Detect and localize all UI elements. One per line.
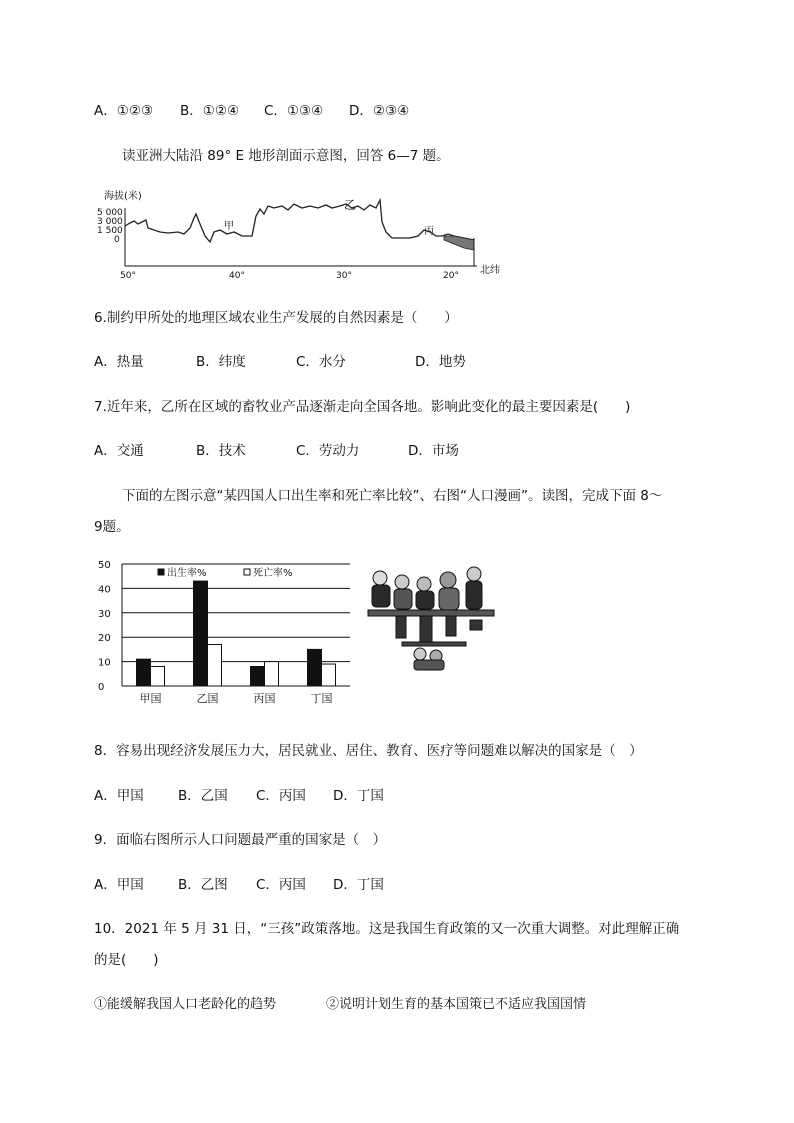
chart-ytick-label: 30: [98, 608, 111, 620]
chart-category-label: 乙国: [196, 692, 219, 705]
q9-option-c: C．丙国: [256, 877, 306, 893]
q8-option-b: B．乙国: [178, 788, 228, 804]
q10-item-2: ②说明计划生育的基本国策已不适应我国国情: [326, 997, 587, 1012]
q8-option-a: A．甲国: [94, 788, 144, 804]
terrain-profile-line: [125, 200, 474, 242]
q6-option-c: C．水分: [296, 354, 346, 370]
chart-bar: [265, 662, 279, 686]
profile-ytick-0: 0: [114, 235, 120, 245]
chart-category-label: 丁国: [310, 692, 333, 705]
profile-ytick-3000: 3 000: [97, 217, 123, 227]
population-cartoon: [362, 556, 502, 676]
q10-stem-line1: 10．2021 年 5 月 31 日，“三孩”政策落地。这是我国生育政策的又一次重大调整。对此理解正确: [94, 921, 680, 937]
chart-ytick-label: 20: [98, 633, 111, 645]
q7-stem: 7.近年来，乙所在区域的畜牧业产品逐渐走向全国各地。影响此变化的最主要因素是( ): [94, 399, 631, 415]
chart-bar: [322, 664, 336, 686]
q7-option-c: C．劳动力: [296, 443, 360, 459]
q9-stem: 9．面临右图所示人口问题最严重的国家是（ ）: [94, 832, 387, 848]
chart-ytick-label: 10: [98, 657, 111, 669]
chart-bar: [251, 666, 265, 686]
chart-legend-label: 出生率%: [167, 568, 207, 579]
chart-legend-label: 死亡率%: [253, 568, 293, 579]
q5-option-a: A．①②③: [94, 103, 154, 119]
intro-8-9-line2: 9题。: [94, 519, 130, 535]
profile-shaded-area: [444, 236, 474, 250]
q6-option-d: D．地势: [415, 354, 466, 370]
q6-option-a: A．热量: [94, 354, 144, 370]
profile-ytick-5000: 5 000: [97, 208, 123, 218]
chart-bar: [151, 666, 165, 686]
intro-8-9-line1: 下面的左图示意“某四国人口出生率和死亡率比较”、右图“人口漫画”。读图，完成下面 8～: [122, 488, 663, 504]
profile-label-bing: 丙: [424, 226, 434, 237]
chart-legend-swatch: [158, 569, 164, 575]
q5-option-b: B．①②④: [180, 103, 240, 119]
chart-bar: [208, 645, 222, 686]
profile-xunit: 北纬: [480, 265, 500, 276]
profile-ylabel: 海拔(米): [104, 191, 142, 202]
q8-option-c: C．丙国: [256, 788, 306, 804]
profile-ytick-1500: 1 500: [97, 226, 123, 236]
chart-ytick-label: 50: [98, 560, 111, 571]
profile-xtick-50: 50°: [120, 271, 136, 281]
chart-bar: [308, 649, 322, 686]
chart-bar: [137, 659, 151, 686]
q9-option-b: B．乙图: [178, 877, 228, 893]
q9-option-a: A．甲国: [94, 877, 144, 893]
q8-option-d: D．丁国: [333, 788, 384, 804]
q10-item-1: ①能缓解我国人口老龄化的趋势: [94, 997, 277, 1012]
q5-option-d: D．②③④: [349, 103, 410, 119]
chart-legend-swatch: [244, 569, 250, 575]
q6-stem: 6.制约甲所处的地理区域农业生产发展的自然因素是（ ）: [94, 310, 458, 326]
profile-xtick-40: 40°: [229, 271, 245, 281]
profile-label-yi: 乙: [344, 198, 357, 212]
intro-6-7: 读亚洲大陆沿 89° E 地形剖面示意图，回答 6—7 题。: [122, 148, 450, 164]
q10-stem-line2: 的是( ): [94, 952, 159, 968]
q6-option-b: B．纬度: [196, 354, 246, 370]
chart-ytick-label: 0: [98, 682, 105, 693]
q7-option-a: A．交通: [94, 443, 144, 459]
chart-category-label: 甲国: [139, 692, 162, 705]
q5-option-c: C．①③④: [264, 103, 324, 119]
q9-option-d: D．丁国: [333, 877, 384, 893]
chart-ytick-label: 40: [98, 584, 111, 596]
birth-death-rate-chart: [92, 556, 352, 708]
q8-stem: 8．容易出现经济发展压力大，居民就业、居住、教育、医疗等问题难以解决的国家是（ ）: [94, 743, 643, 759]
q7-option-d: D．市场: [408, 443, 459, 459]
profile-xtick-20: 20°: [443, 271, 459, 281]
chart-category-label: 丙国: [253, 692, 276, 705]
q7-option-b: B．技术: [196, 443, 246, 459]
chart-bar: [194, 581, 208, 686]
profile-label-jia: 甲: [224, 221, 234, 232]
terrain-profile-figure: [92, 186, 512, 282]
profile-xtick-30: 30°: [336, 271, 352, 281]
